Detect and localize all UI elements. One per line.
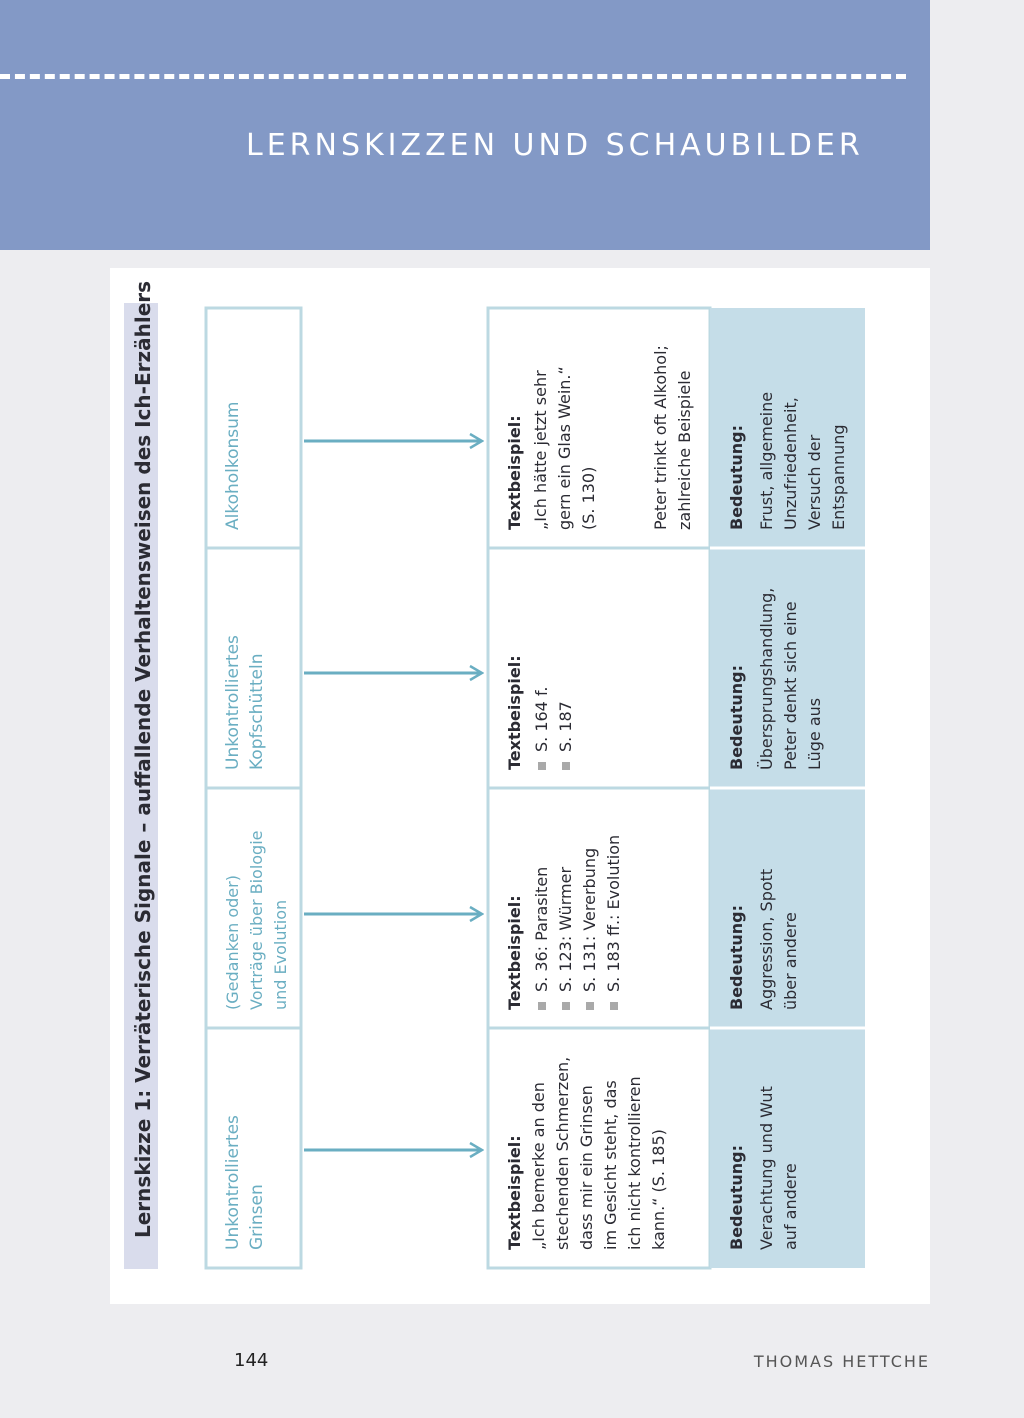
svg-text:Peter trinkt oft Alkohol;: Peter trinkt oft Alkohol; (651, 345, 670, 530)
svg-text:und Evolution: und Evolution (271, 899, 290, 1010)
svg-text:Unzufriedenheit,: Unzufriedenheit, (781, 397, 800, 530)
svg-text:Unkontrolliertes: Unkontrolliertes (223, 635, 243, 770)
bullet-icon (562, 762, 570, 770)
svg-text:Peter denkt sich eine: Peter denkt sich eine (781, 601, 800, 770)
svg-text:Unkontrolliertes: Unkontrolliertes (223, 1115, 243, 1250)
svg-text:Versuch der: Versuch der (805, 434, 824, 530)
svg-text:„Ich bemerke an den: „Ich bemerke an den (529, 1082, 548, 1250)
bullet-icon (538, 1002, 546, 1010)
sketch-title: Lernskizze 1: Verräterische Signale – auffallende Verhaltensweisen des Ich-Erzählers (131, 280, 155, 1238)
svg-text:dass mir ein Grinsen: dass mir ein Grinsen (577, 1085, 596, 1250)
svg-text:„Ich hätte jetzt sehr: „Ich hätte jetzt sehr (531, 370, 550, 530)
behavior-grinsen (223, 1115, 267, 1250)
svg-text:gern ein Glas Wein.“: gern ein Glas Wein.“ (555, 366, 574, 530)
svg-text:S. 123: Würmer: S. 123: Würmer (556, 866, 575, 992)
svg-text:Lüge aus: Lüge aus (805, 697, 824, 770)
example-kopfschuetteln (505, 655, 575, 770)
svg-text:Textbeispiel:: Textbeispiel: (505, 655, 524, 770)
svg-text:Textbeispiel:: Textbeispiel: (505, 895, 524, 1010)
svg-text:zahlreiche Beispiele: zahlreiche Beispiele (675, 370, 694, 530)
svg-text:über andere: über andere (781, 912, 800, 1010)
svg-text:(Gedanken oder): (Gedanken oder) (223, 875, 242, 1010)
page-number: 144 (234, 1350, 269, 1371)
svg-text:Aggression, Spott: Aggression, Spott (757, 868, 776, 1010)
svg-text:ich nicht kontrollieren: ich nicht kontrollieren (625, 1076, 644, 1250)
svg-text:Entspannung: Entspannung (829, 424, 848, 530)
svg-text:auf andere: auf andere (781, 1163, 800, 1250)
svg-text:Alkoholkonsum: Alkoholkonsum (223, 401, 243, 530)
svg-text:(S. 130): (S. 130) (579, 466, 598, 530)
svg-text:S. 164 f.: S. 164 f. (532, 686, 551, 752)
svg-text:Grinsen: Grinsen (247, 1184, 267, 1250)
example-biologie (505, 835, 623, 1010)
behavior-biologie (223, 830, 290, 1010)
svg-text:Frust, allgemeine: Frust, allgemeine (757, 391, 776, 530)
behavior-kopfschuetteln (223, 635, 267, 770)
page-section-title: LERNSKIZZEN UND SCHAUBILDER (246, 128, 864, 163)
svg-text:Textbeispiel:: Textbeispiel: (505, 415, 524, 530)
example-alkohol (505, 345, 694, 530)
svg-text:S. 183 ff.: Evolution: S. 183 ff.: Evolution (604, 834, 623, 992)
bullet-icon (562, 1002, 570, 1010)
svg-text:Bedeutung:: Bedeutung: (727, 664, 746, 770)
svg-text:stechenden Schmerzen,: stechenden Schmerzen, (553, 1056, 572, 1250)
svg-text:S. 131: Vererbung: S. 131: Vererbung (580, 847, 599, 992)
example-grinsen (505, 1057, 668, 1250)
svg-text:S. 36: Parasiten: S. 36: Parasiten (532, 866, 551, 992)
svg-text:Übersprungshandlung,: Übersprungshandlung, (757, 587, 776, 770)
bullet-icon (586, 1002, 594, 1010)
svg-text:Bedeutung:: Bedeutung: (727, 904, 746, 1010)
svg-text:Textbeispiel:: Textbeispiel: (505, 1135, 524, 1250)
svg-text:Bedeutung:: Bedeutung: (727, 424, 746, 530)
bullet-icon (538, 762, 546, 770)
svg-text:Vorträge über Biologie: Vorträge über Biologie (247, 830, 266, 1010)
behavior-alkohol (223, 402, 243, 531)
svg-text:Verachtung und Wut: Verachtung und Wut (757, 1086, 776, 1250)
svg-text:Bedeutung:: Bedeutung: (727, 1144, 746, 1250)
svg-text:S. 187: S. 187 (556, 701, 575, 752)
svg-text:kann.“ (S. 185): kann.“ (S. 185) (649, 1129, 668, 1250)
running-footer-author: THOMAS HETTCHE (753, 1352, 930, 1371)
svg-text:Kopfschütteln: Kopfschütteln (247, 653, 267, 770)
svg-text:im Gesicht steht, das: im Gesicht steht, das (601, 1080, 620, 1250)
bullet-icon (610, 1002, 618, 1010)
